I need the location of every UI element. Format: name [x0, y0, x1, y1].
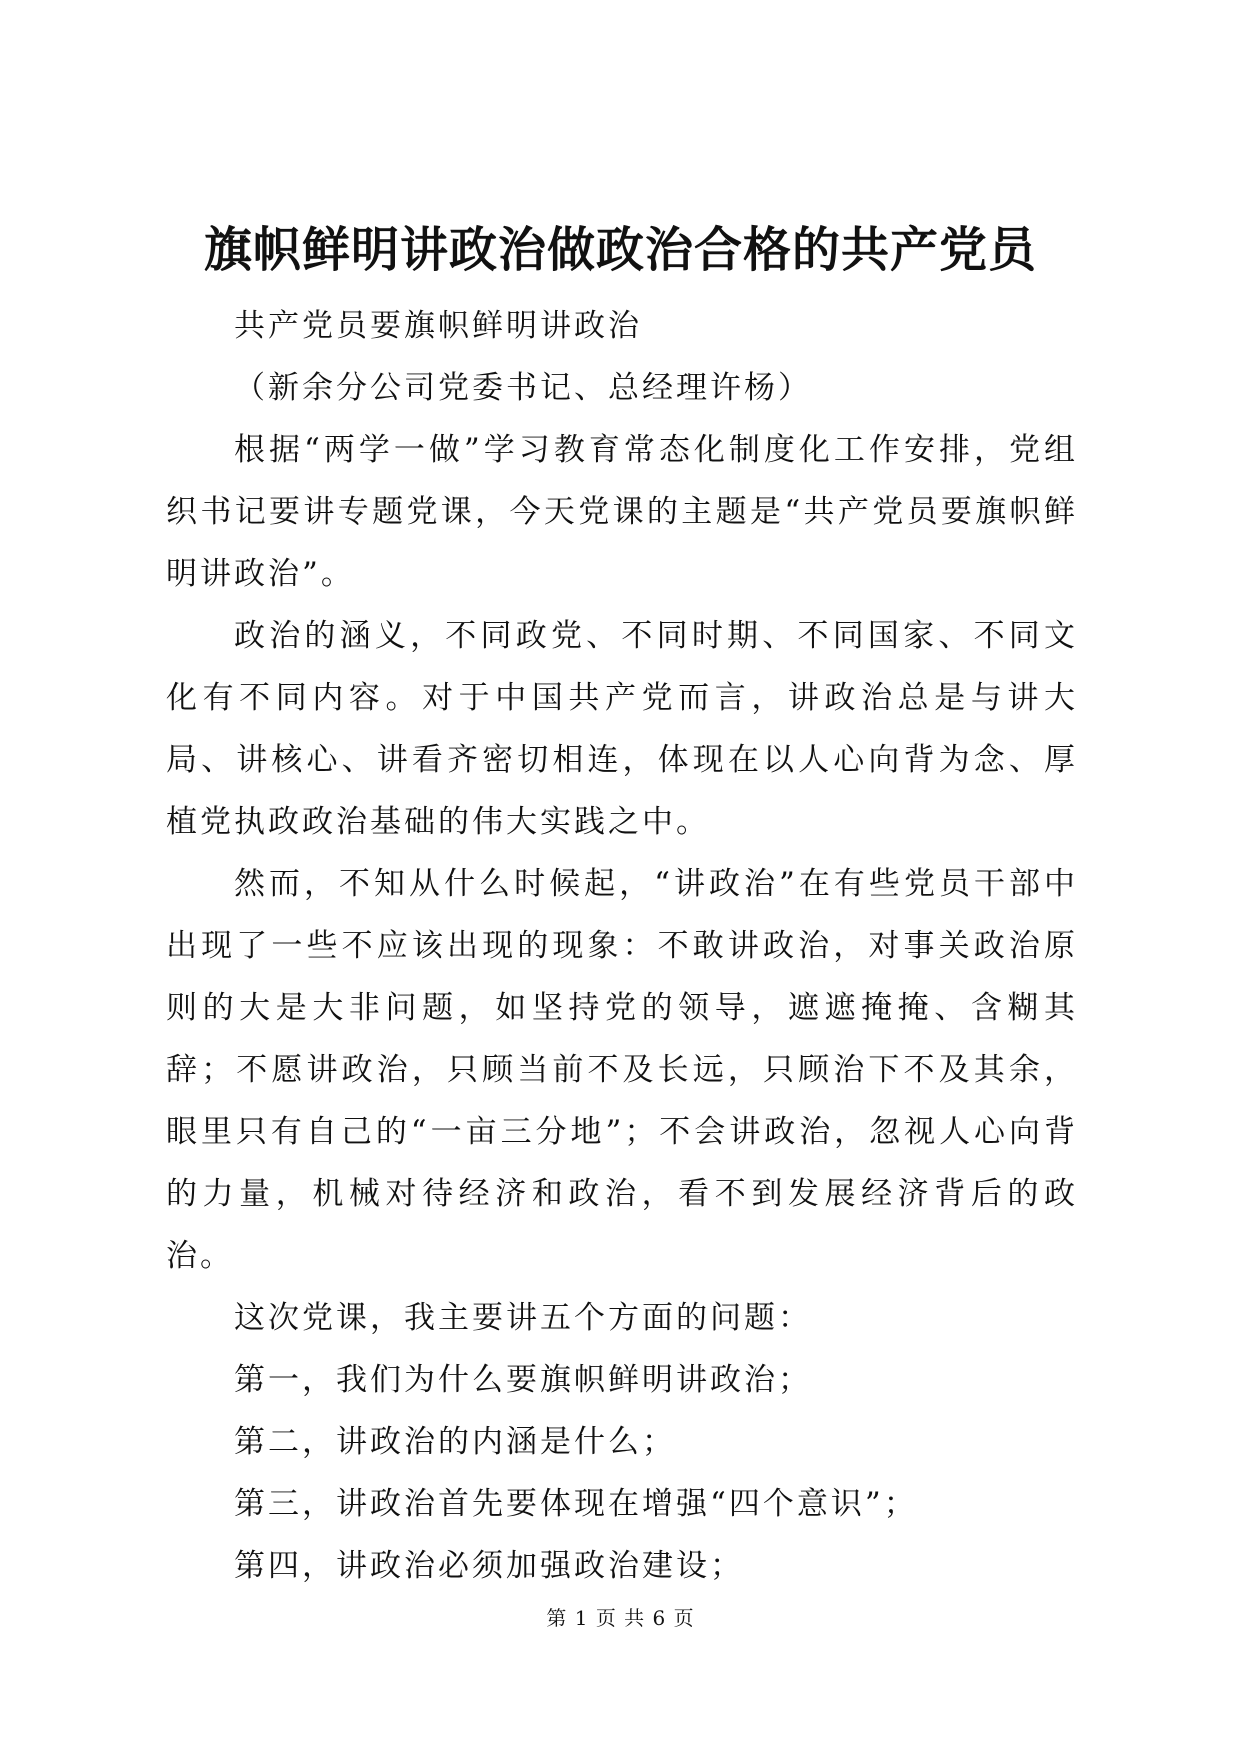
subtitle-paragraph: 共产党员要旗帜鲜明讲政治: [234, 308, 642, 344]
author-paragraph: （新余分公司党委书记、总经理许杨）: [234, 370, 812, 406]
list-item-paragraph: 第三，讲政治首先要体现在增强“四个意识”；: [234, 1486, 918, 1522]
document-title: 旗帜鲜明讲政治做政治合格的共产党员: [203, 222, 1037, 278]
page-footer: 第 1 页 共 6 页: [546, 1606, 695, 1630]
body-paragraph: 然而，不知从什么时候起，“讲政治”在有些党员干部中出现了一些不应该出现的现象：不敢讲政治，对事关政治原则的大是大非问题，如坚持党的领导，遮遮掩掩、含糊其辞；不愿讲政治，只顾当前不及长远，只顾治下不及其余，眼里只有自己的“一亩三分地”；不会讲政治，忽视人心向背的力量，机械对待经济和政治，看不到发展经济背后的政治。: [166, 866, 1078, 1274]
list-item-paragraph: 第二，讲政治的内涵是什么；: [234, 1424, 676, 1460]
list-item-paragraph: 第一，我们为什么要旗帜鲜明讲政治；: [234, 1362, 812, 1398]
list-item-paragraph: 第四，讲政治必须加强政治建设；: [234, 1548, 744, 1584]
body-paragraph: 这次党课，我主要讲五个方面的问题：: [234, 1300, 812, 1336]
body-paragraph: 根据“两学一做”学习教育常态化制度化工作安排，党组织书记要讲专题党课，今天党课的主题是“共产党员要旗帜鲜明讲政治”。: [166, 432, 1078, 592]
body-paragraph: 政治的涵义，不同政党、不同时期、不同国家、不同文化有不同内容。对于中国共产党而言，讲政治总是与讲大局、讲核心、讲看齐密切相连，体现在以人心向背为念、厚植党执政政治基础的伟大实践之中。: [166, 618, 1078, 840]
document-body: [166, 295, 1078, 1597]
